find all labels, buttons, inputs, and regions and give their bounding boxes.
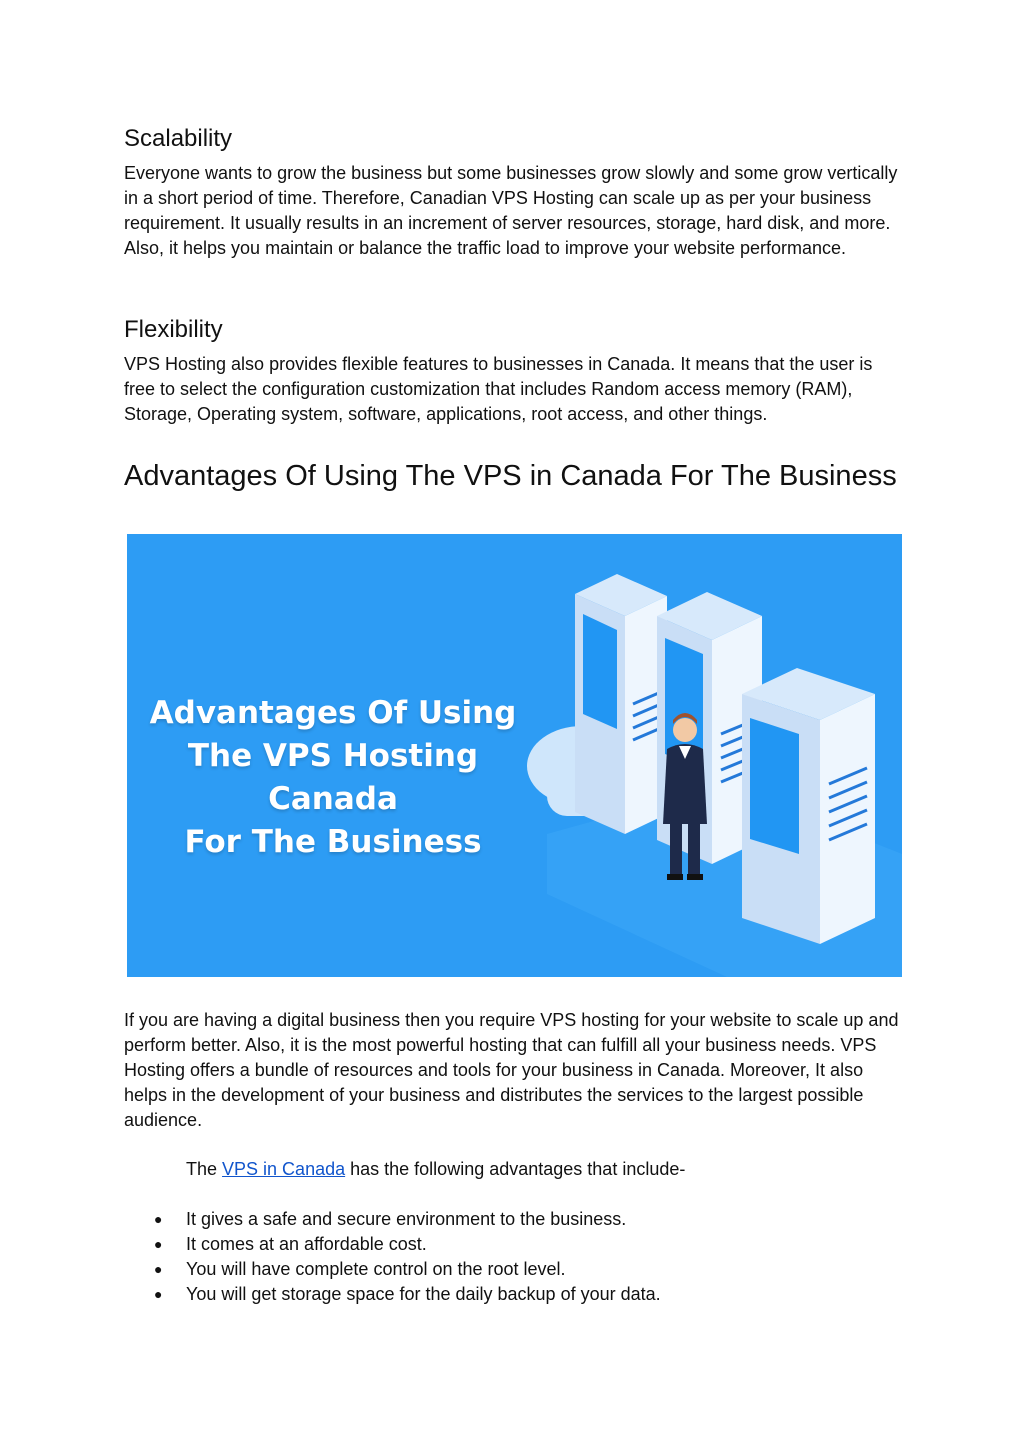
banner-line: The VPS Hosting Canada — [187, 738, 479, 817]
advantages-list — [124, 1207, 904, 1307]
flexibility-heading: Flexibility — [124, 316, 223, 343]
vps-canada-link[interactable]: VPS in Canada — [222, 1159, 346, 1179]
advantages-intro — [186, 1157, 685, 1182]
list-item — [124, 1282, 904, 1307]
list-item — [124, 1257, 904, 1282]
advantages-heading: Advantages Of Using The VPS in Canada For The Business — [124, 460, 897, 492]
intro-before: The — [186, 1159, 223, 1179]
bullet-icon: ● — [154, 1261, 163, 1277]
bullet-icon: ● — [154, 1236, 163, 1252]
advantages-paragraph: If you are having a digital business then you require VPS hosting for your website to scale up and perform better. Also, it is the most powerful hosting that can fulfill all your business needs. VPS Hosting offers a bundle of resources and tools for your business in Canada. Moreover, It also helps in the development of your business and distributes the services to the largest possible audience. — [124, 1010, 899, 1130]
banner-line: Advantages Of Using — [149, 695, 517, 731]
list-item-text: You will have complete control on the root level. — [186, 1259, 566, 1279]
intro-after: has the following advantages that include- — [345, 1159, 686, 1179]
bullet-icon: ● — [154, 1211, 163, 1227]
scalability-paragraph: Everyone wants to grow the business but some businesses grow slowly and some grow vertically in a short period of time. Therefore, Canadian VPS Hosting can scale up as per your business requirement. It usually results in an increment of server resources, storage, hard disk, and more. Also, it helps you maintain or balance the traffic load to improve your website performance. — [124, 163, 898, 258]
list-item — [124, 1207, 904, 1232]
banner-title — [127, 692, 539, 864]
bullet-icon: ● — [154, 1286, 163, 1302]
advantages-banner-image — [127, 534, 902, 977]
list-item — [124, 1232, 904, 1257]
list-item-text: You will get storage space for the daily backup of your data. — [186, 1284, 661, 1304]
flexibility-paragraph: VPS Hosting also provides flexible features to businesses in Canada. It means that the user is free to select the configuration customization that includes Random access memory (RAM), Storage, Operating system, software, applications, root access, and other things. — [124, 354, 873, 424]
banner-line: For The Business — [184, 824, 482, 860]
list-item-text: It gives a safe and secure environment to the business. — [186, 1209, 627, 1229]
scalability-heading: Scalability — [124, 125, 233, 152]
list-item-text: It comes at an affordable cost. — [186, 1234, 427, 1254]
